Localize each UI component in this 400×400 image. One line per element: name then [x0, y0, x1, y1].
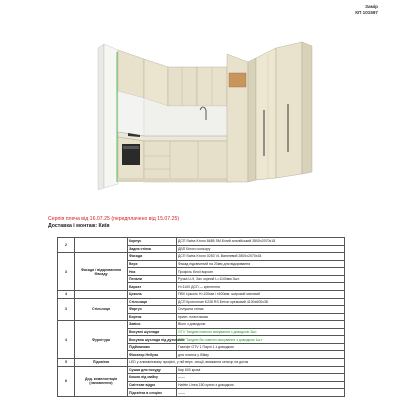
header-title: Замір: [365, 4, 378, 9]
table-row: Задня стінка ДВП Білого кольору: [58, 245, 345, 253]
table-row: 3 Стільниця Стільниця ДСП Кронсплан K228 RS Бетон кремовий 4100х600х38: [58, 298, 345, 306]
table-row: 5 Підсвітка LED у алюмінієвому профілі, у ній верх. секції, вмикання сенсор на дотик: [58, 359, 345, 367]
delivery-info: Доставка і монтаж: Київ: [48, 222, 110, 229]
lower-cabinets: [118, 137, 231, 182]
table-row: Бархат H=1100 ДСП — кріплення: [58, 283, 345, 291]
table-row: Висувні шухляди GTV Тандем повного висування з доводкою 3шт: [58, 328, 345, 336]
table-row: Висувна шухляда під духовкою GTV Тандем бік повного висування з доводкою 1шт.: [58, 336, 345, 344]
header-code: КП 101597: [355, 9, 378, 15]
table-row: Підйомники Газліфт GTV 1 Парні 1 з доводкою: [58, 343, 345, 351]
specification-table: [57, 237, 345, 397]
fridge-column: [227, 54, 256, 182]
order-info: [48, 216, 179, 229]
tall-wardrobe: [256, 42, 312, 180]
document-header: [355, 4, 378, 15]
table-row: 4 Фурнітура Завіси Blum з доводкою: [58, 321, 345, 329]
table-row: Сміттєве відро Hafele Linea 150 кухни з доводкою: [58, 381, 345, 389]
table-row: Верх Фасад підсвічений на 20мм для відкривання: [58, 260, 345, 268]
table-row: Низ Профіль білої ворсин: [58, 268, 345, 276]
table-row: 2 Корпус ДСП Swiss Krono 8685 SM Білий альпійський 2800х2070х18: [58, 238, 345, 246]
table-row: Кошик під мийку ——: [58, 374, 345, 382]
table-row: 4 Цоколь ПВХ Цоколь H=100мм і ±600мм. широкий матовий: [58, 290, 345, 298]
table-row: 3 Фасади / відкриванння Фасаду Фасади ДСП Swiss Krono 0253 VL Ванілевий 2800х2070х18: [58, 253, 345, 261]
table-row: Бортик присп. пластикова: [58, 313, 345, 321]
table-row: Пенали Ручка U-9, Зах чорний L=1100мм 3шт.: [58, 275, 345, 283]
table-row: Підсвітка в секціях ——: [58, 389, 345, 397]
table-row: 6 Дод. комплектація (наповнення) Сушка для посуду Кар 600 кромі: [58, 366, 345, 374]
order-dates: Серпія плеча від 16.07.25 (передплачено від 15.07.25): [48, 216, 180, 222]
table-row: Фіксатор Небула для планок у бійму: [58, 351, 345, 359]
left-wall-panel: [98, 44, 118, 190]
table-row: Фартух Сплушна стінка: [58, 306, 345, 314]
kitchen-render: [80, 40, 320, 215]
microwave-niche: [229, 73, 246, 87]
